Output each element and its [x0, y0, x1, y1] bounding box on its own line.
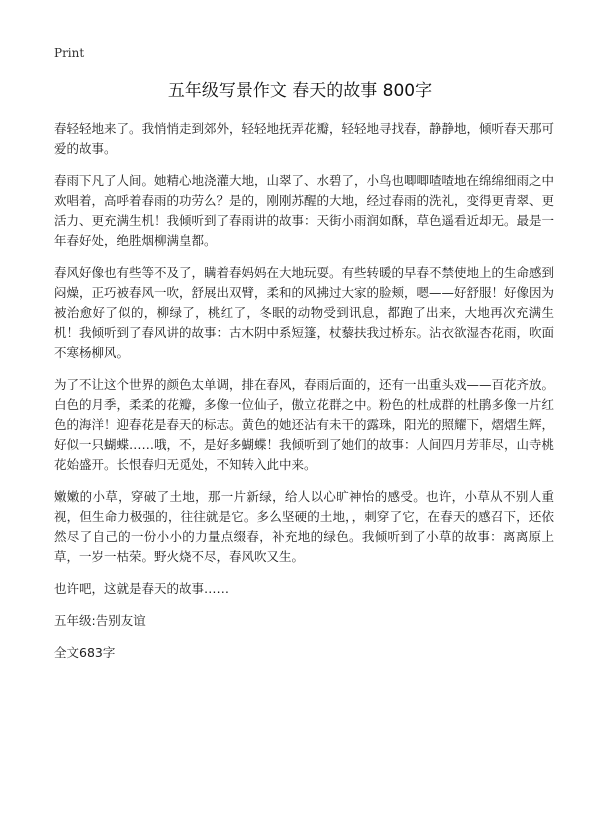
print-link[interactable]: Print [54, 46, 85, 60]
paragraph: 为了不让这个世界的颜色太单调，排在春风，春雨后面的，还有一出重头戏——百花齐放。白色的月季，柔柔的花瓣，多像一位仙子，傲立花群之中。粉色的杜成群的杜鹃多像一片红色的海洋！迎春花是春天的标志。黄色的她还沾有未干的露珠，阳光的照耀下，熠熠生辉，好似一只蝴蝶……哦，不，是好多蝴蝶！我倾听到了她们的故事：人间四月芳菲尽，山寺桃花始盛开。长恨春归无觅处，不知转入此中来。 [54, 377, 555, 472]
grade-line: 五年级:告别友谊 [54, 613, 146, 628]
paragraph: 春雨下凡了人间。她精心地浇灌大地，山翠了、水碧了，小鸟也唧唧喳喳地在绵绵细雨之中欢唱着，高呼着春雨的功劳么？是的，刚刚苏醒的大地，经过春雨的洗礼，变得更青翠、更活力、更充满生机！我倾听到了春雨讲的故事：天街小雨润如酥，草色遥看近却无。最是一年春好处，绝胜烟柳满皇都。 [54, 173, 555, 248]
word-count: 全文683字 [54, 645, 116, 660]
paragraph: 嫩嫩的小草，穿破了土地，那一片新绿，给人以心旷神怡的感受。也许，小草从不别人重视，但生命力极强的，往往就是它。多么坚硬的土地，，刺穿了它，在春天的感召下，还依然尽了自己的一份小小的力量点缀春，补充地的绿色。我倾听到了小草的故事：离离原上草，一岁一枯荣。野火烧不尽，春风吹又生。 [54, 489, 554, 564]
paragraph: 春风好像也有些等不及了，瞒着春妈妈在大地玩耍。有些转暖的早春不禁使地上的生命感到闷燥，正巧被春风一吹，舒展出双臂，柔和的风拂过大家的脸颊，嗯——好舒服！好像因为被治愈好了似的，柳绿了，桃红了，冬眠的动物受到讯息，都跑了出来，大地再次充满生机！我倾听到了春风讲的故事：古木阴中系短篷，杖藜扶我过桥东。沾衣欲湿杏花雨，吹面不寒杨柳风。 [54, 265, 555, 360]
paragraph: 也许吧，这就是春天的故事…… [54, 581, 230, 596]
article-title: 五年级写景作文 春天的故事 800字 [167, 81, 433, 101]
article-body [54, 119, 554, 675]
paragraph: 春轻轻地来了。我悄悄走到郊外，轻轻地抚弄花瓣，轻轻地寻找春，静静地，倾听春天那可爱的故事。 [54, 121, 555, 156]
